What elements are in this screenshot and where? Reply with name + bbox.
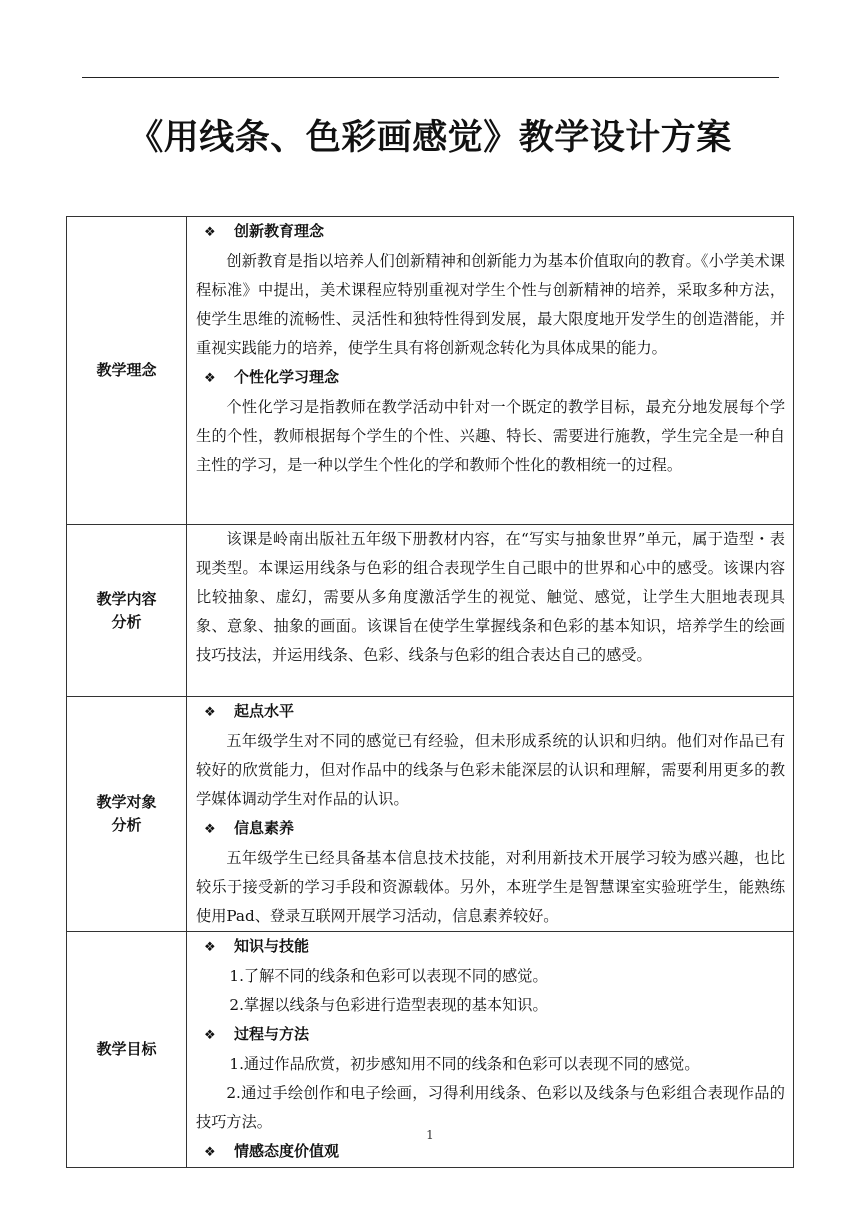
section-paragraph: 个性化学习是指教师在教学活动中针对一个既定的教学目标，最充分地发展每个学生的个性，教师根据每个学生的个性、兴趣、特长、需要进行施教，学生完全是一种自主性的学习，是一种以学生个性化的学和教师个性化的教相统一的过程。	[196, 398, 785, 474]
header-rule	[82, 77, 779, 78]
goal-item: 2.掌握以线条与色彩进行造型表现的基本知识。	[229, 996, 548, 1014]
row-label-text: 教学内容分析	[96, 589, 157, 631]
row-label	[67, 697, 187, 932]
lesson-plan-table	[66, 216, 794, 1168]
section-heading: ❖ 创新教育理念	[196, 217, 785, 247]
row-content	[187, 217, 794, 525]
goal-item: 2.通过手绘创作和电子绘画，习得利用线条、色彩以及线条与色彩组合表现作品的技巧方法。	[196, 1084, 785, 1131]
section-paragraph: 五年级学生已经具备基本信息技术技能，对利用新技术开展学习较为感兴趣，也比较乐于接受新的学习手段和资源载体。另外，本班学生是智慧课室实验班学生，能熟练使用Pad、登录互联网开展学习活动，信息素养较好。	[196, 849, 785, 925]
section-paragraph: 创新教育是指以培养人们创新精神和创新能力为基本价值取向的教育。《小学美术课程标准》中提出，美术课程应特别重视对学生个性与创新精神的培养，采取多种方法，使学生思维的流畅性、灵活性和独特性得到发展，最大限度地开发学生的创造潜能，并重视实践能力的培养，使学生具有将创新观念转化为具体成果的能力。	[196, 252, 785, 357]
section-heading: ❖ 起点水平	[196, 697, 785, 727]
goal-item: 1.了解不同的线条和色彩可以表现不同的感觉。	[229, 967, 548, 985]
table-row	[67, 217, 794, 525]
section-heading: ❖ 信息素养	[196, 814, 785, 844]
diamond-bullet-icon: ❖	[204, 371, 216, 386]
goal-item: 1.通过作品欣赏，初步感知用不同的线条和色彩可以表现不同的感觉。	[229, 1055, 700, 1073]
row-label: 教学目标	[67, 932, 187, 1168]
diamond-bullet-icon: ❖	[204, 225, 216, 240]
row-label	[67, 525, 187, 697]
document-title: 《用线条、色彩画感觉》教学设计方案	[128, 118, 732, 158]
section-paragraph: 该课是岭南出版社五年级下册教材内容，在“写实与抽象世界”单元，属于造型・表现类型。本课运用线条与色彩的组合表现学生自己眼中的世界和心中的感受。该课内容比较抽象、虚幻，需要从多角度激活学生的视觉、触觉、感觉，让学生大胆地表现具象、意象、抽象的画面。该课旨在使学生掌握线条和色彩的基本知识，培养学生的绘画技巧技法，并运用线条、色彩、线条与色彩的组合表达自己的感受。	[196, 530, 785, 664]
row-content	[187, 697, 794, 932]
section-heading: ❖ 个性化学习理念	[196, 363, 785, 393]
table-row	[67, 525, 794, 697]
goal-heading: ❖ 过程与方法	[196, 1020, 785, 1050]
diamond-bullet-icon: ❖	[204, 1145, 216, 1160]
row-label: 教学理念	[67, 217, 187, 525]
table-row	[67, 697, 794, 932]
diamond-bullet-icon: ❖	[204, 940, 216, 955]
goal-heading: ❖ 知识与技能	[196, 932, 785, 962]
page-number: 1	[426, 1128, 434, 1142]
diamond-bullet-icon: ❖	[204, 705, 216, 720]
diamond-bullet-icon: ❖	[204, 822, 216, 837]
section-paragraph: 五年级学生对不同的感觉已有经验，但未形成系统的认识和归纳。他们对作品已有较好的欣赏能力，但对作品中的线条与色彩未能深层的认识和理解，需要利用更多的教学媒体调动学生对作品的认识。	[196, 732, 785, 808]
goal-heading: ❖ 情感态度价值观	[196, 1137, 785, 1167]
diamond-bullet-icon: ❖	[204, 1028, 216, 1043]
row-content	[187, 525, 794, 697]
row-label-text: 教学对象分析	[96, 793, 157, 834]
